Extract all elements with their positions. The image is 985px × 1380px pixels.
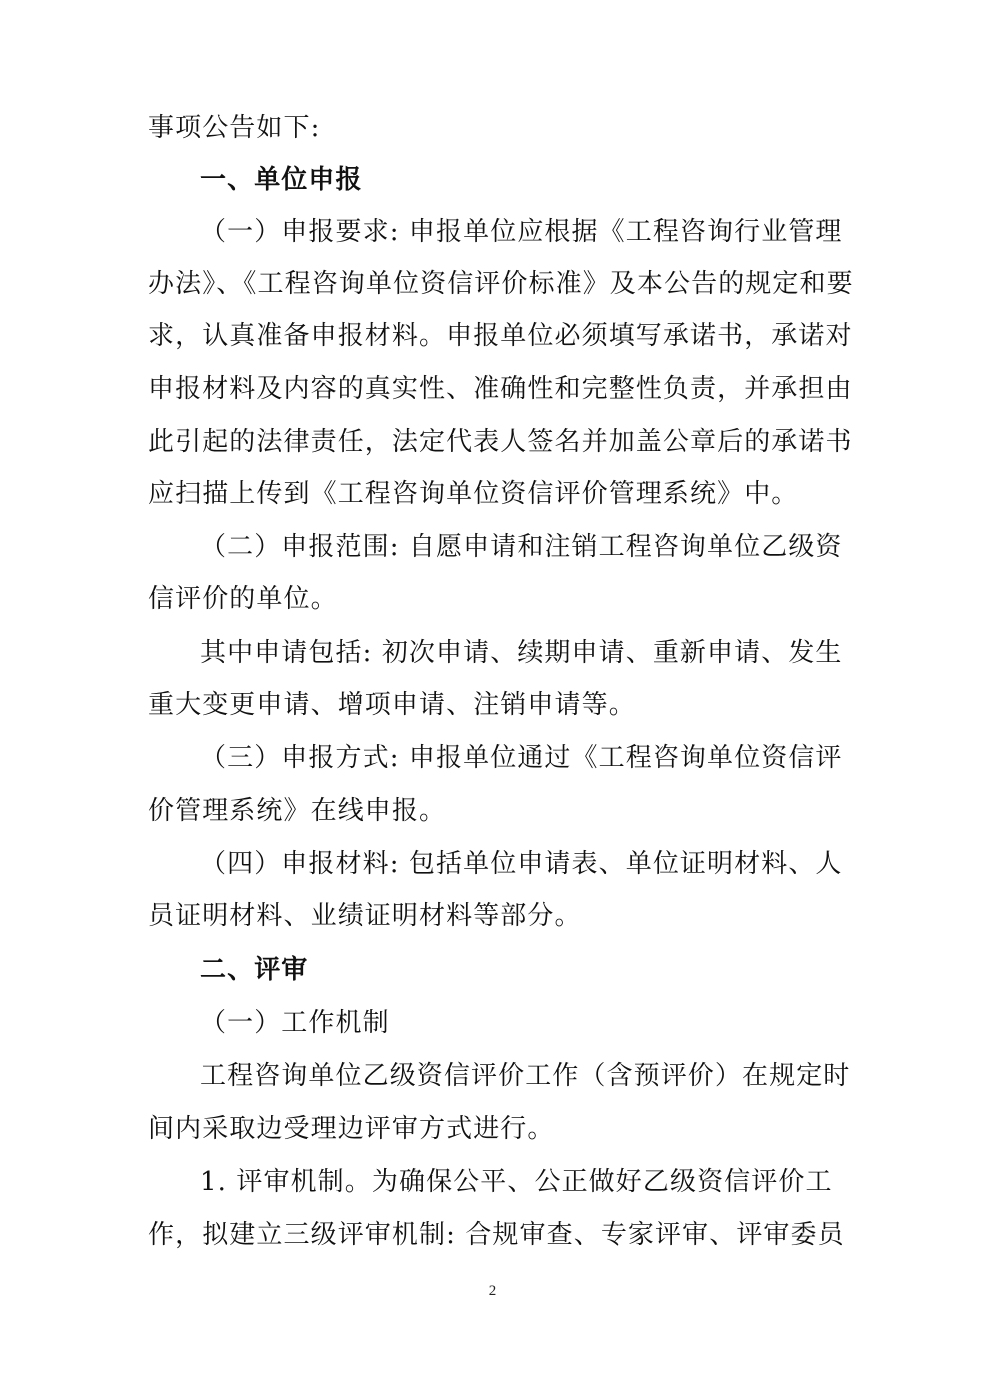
- text-line: （四）申报材料: 包括单位申请表、单位证明材料、人: [200, 849, 843, 879]
- text-line: 1. 评审机制。为确保公平、公正做好乙级资信评价工: [200, 1167, 833, 1197]
- text-line: 事项公告如下:: [148, 113, 321, 143]
- text-line: 求，认真准备申报材料。申报单位必须填写承诺书，承诺对: [148, 321, 853, 351]
- text-line: 作，拟建立三级评审机制: 合规审查、专家评审、评审委员: [148, 1220, 845, 1250]
- text-line: 申报材料及内容的真实性、准确性和完整性负责，并承担由: [148, 374, 853, 404]
- page-number: 2: [488, 1283, 497, 1299]
- text-line: 重大变更申请、增项申请、注销申请等。: [148, 690, 636, 720]
- text-line: （一）工作机制: [200, 1008, 390, 1038]
- text-line: 办法》、《工程咨询单位资信评价标准》及本公告的规定和要: [148, 269, 854, 299]
- text-line: 价管理系统》在线申报。: [148, 796, 447, 826]
- text-line: 此引起的法律责任，法定代表人签名并加盖公章后的承诺书: [148, 427, 853, 457]
- text-line: 信评价的单位。: [148, 584, 338, 614]
- text-line: 应扫描上传到《工程咨询单位资信评价管理系统》中。: [148, 479, 799, 509]
- text-line: （一）申报要求: 申报单位应根据《工程咨询行业管理: [200, 217, 843, 247]
- section-heading: 一、单位申报: [200, 165, 363, 195]
- text-line: 工程咨询单位乙级资信评价工作（含预评价）在规定时: [200, 1061, 851, 1091]
- text-line: （二）申报范围: 自愿申请和注销工程咨询单位乙级资: [200, 532, 843, 562]
- section-heading: 二、评审: [200, 955, 309, 985]
- text-line: （三）申报方式: 申报单位通过《工程咨询单位资信评: [200, 743, 843, 773]
- text-line: 其中申请包括: 初次申请、续期申请、重新申请、发生: [200, 638, 843, 668]
- text-line: 间内采取边受理边评审方式进行。: [148, 1114, 555, 1144]
- text-line: 员证明材料、业绩证明材料等部分。: [148, 901, 582, 931]
